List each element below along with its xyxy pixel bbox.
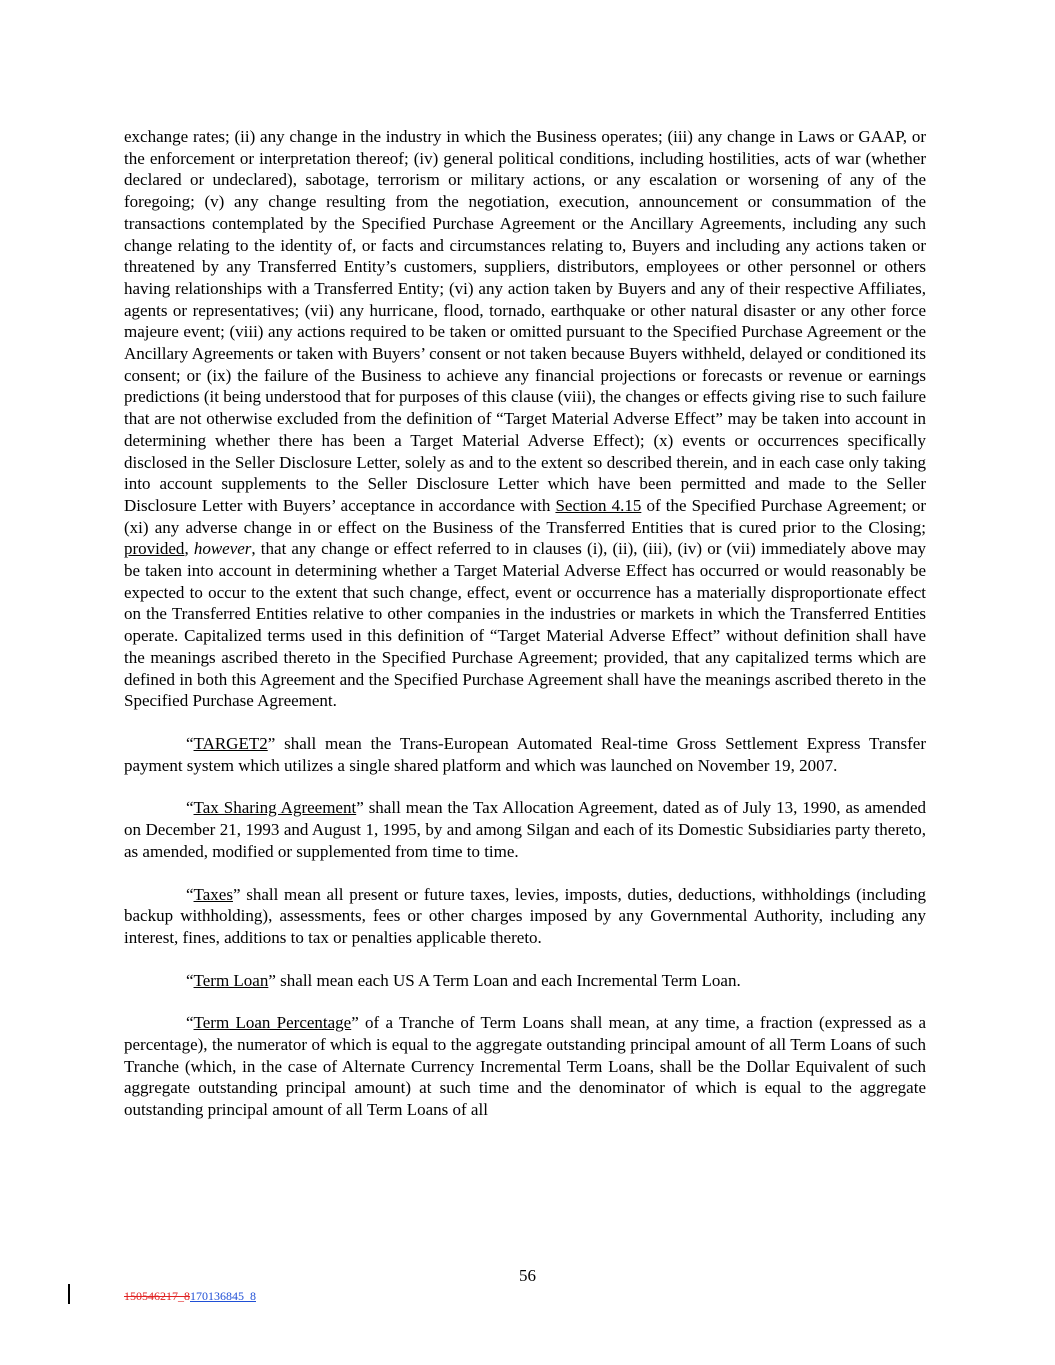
page-number: 56 xyxy=(519,1266,536,1285)
defined-term: Taxes xyxy=(193,884,233,904)
paragraph-target-mae-continued: exchange rates; (ii) any change in the industry in which the Business operates; (iii) any change in Laws or GAAP, or the enforcement or interpretation thereof; (iv) general political conditions, including hostilities, acts of war (whether declared or undeclared), sabotage, terrorism or military actions, or any escalation or worsening of any of the foregoing; (v) any change resulting from the negotiation, execution, announcement or consummation of the transactions contemplated by the Specified Purchase Agreement or the Ancillary Agreements, including any such change relating to the identity of, or facts and circumstances relating to, Buyers and including any actions taken or threatened by any Transferred Entity’s customers, suppliers, distributors, employees or other personnel or others having relationships with a Transferred Entity; (vi) any action taken by Buyers and any of their respective Affiliates, agents or representatives; (vii) any hurricane, flood, tornado, earthquake or other natural disaster or any other force majeure event; (viii) any actions required to be taken or omitted pursuant to the Specified Purchase Agreement or the Ancillary Agreements or taken with Buyers’ consent or not taken because Buyers withheld, delayed or conditioned its consent; or (ix) the failure of the Business to achieve any financial projections or forecasts or revenue or earnings predictions (it being understood that for purposes of this clause (viii), the changes or effects giving rise to such failure that are not otherwise excluded from the definition of “Target Material Adverse Effect” may be taken into account in determining whether there has been a Target Material Adverse Effect); (x) events or occurrences specifically disclosed in the Seller Disclosure Letter, solely as and to the extent so described therein, and in each case only taking into account supplements to the Seller Disclosure Letter which have been permitted and made to the Seller Disclosure Letter with Buyers’ acceptance in accordance with Section 4.15 of the Specified Purchase Agreement; or (xi) any adverse change in or effect on the Business of the Transferred Entities that is cured prior to the Closing; provided, however, that any change or effect referred to in clauses (i), (ii), (iii), (iv) or (vii) immediately above may be taken into account in determining whether a Target Material Adverse Effect has occurred or would reasonably be expected to occur to the extent that such change, effect, event or occurrence has a materially disproportionate effect on the Transferred Entities relative to other companies in the industries or markets in which the Transferred Entities operate. Capitalized terms used in this definition of “Target Material Adverse Effect” without definition shall have the meanings ascribed thereto in the Specified Purchase Agreement; provided, that any capitalized terms which are defined in both this Agreement and the Specified Purchase Agreement shall have the meanings ascribed thereto in the Specified Purchase Agreement. xyxy=(124,127,927,711)
inserted-doc-id: 170136845_8 xyxy=(190,1289,256,1303)
deleted-doc-id: 150546217_8 xyxy=(124,1289,190,1303)
provided-term: provided xyxy=(124,539,185,559)
defined-term: TARGET2 xyxy=(193,733,268,753)
definition-tax-sharing-agreement: “Tax Sharing Agreement” shall mean the Tax Allocation Agreement, dated as of July 13, 1990, as amended on December 21, 1993 and August 1, 1995, by and among Silgan and each of its Domestic Subsidiaries party thereto, as amended, modified or supplemented from time to time. xyxy=(124,798,926,861)
definition-target2: “TARGET2” shall mean the Trans-European Automated Real-time Gross Settlement Express Transfer payment system which utilizes a single shared platform and which was launched on November 19, 2007. xyxy=(124,733,926,775)
definition-term-loan: “Term Loan” shall mean each US A Term Loan and each Incremental Term Loan. xyxy=(186,970,741,990)
definition-term-loan-percentage: “Term Loan Percentage” of a Tranche of Term Loans shall mean, at any time, a fraction (expressed as a percentage), the numerator of which is equal to the aggregate outstanding principal amount of all Term Loans of such Tranche (which, in the case of Alternate Currency Incremental Term Loans, shall be the Dollar Equivalent of such aggregate outstanding principal amount) at such time and the denominator of which is equal to the aggregate outstanding principal amount of all Term Loans of all xyxy=(124,1013,926,1120)
section-reference: Section 4.15 xyxy=(555,495,642,515)
defined-term: Term Loan xyxy=(193,970,269,990)
definition-taxes: “Taxes” shall mean all present or future taxes, levies, imposts, duties, deductions, withholdings (including backup withholding), assessments, fees or other charges imposed by any Governmental Authority, including any interest, fines, additions to tax or penalties applicable thereto. xyxy=(124,884,926,947)
defined-term: Term Loan Percentage xyxy=(193,1013,352,1033)
defined-term: Tax Sharing Agreement xyxy=(193,798,357,818)
document-body xyxy=(124,126,926,1142)
however-term: however xyxy=(193,539,252,559)
document-id xyxy=(124,1289,256,1304)
revision-change-bar xyxy=(68,1284,70,1304)
